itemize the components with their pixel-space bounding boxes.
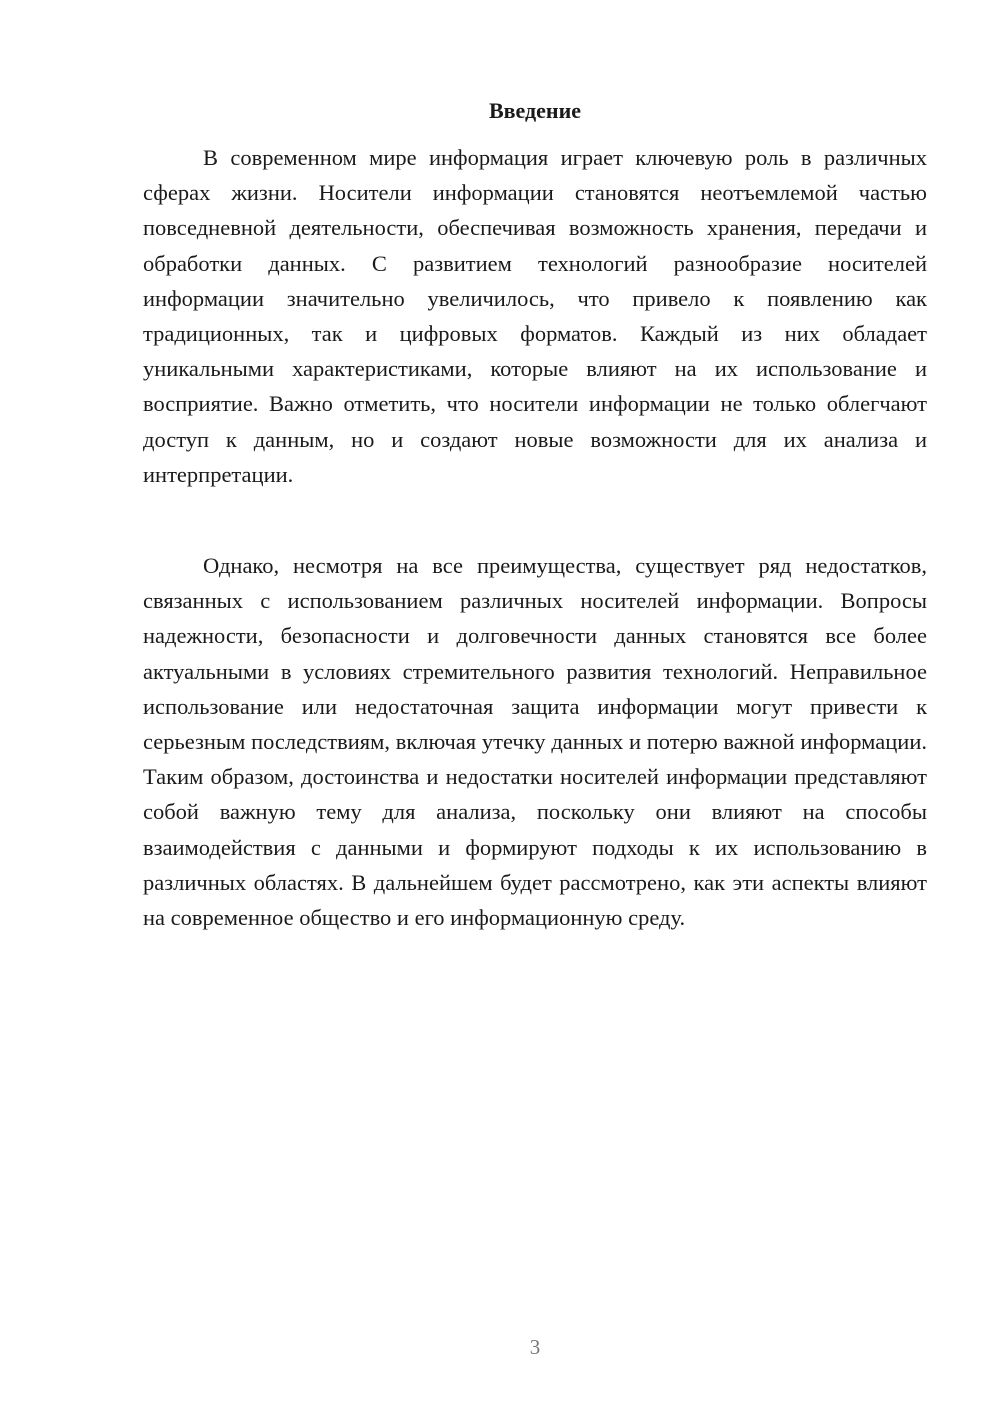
paragraph-intro: В современном мире информация играет ключевую роль в различных сферах жизни. Носители информации становятся неотъемлемой частью повседневной деятельности, обеспечивая возможность хранения, передачи и обработки данных. С развитием технологий разнообразие носителей информации значительно увеличилось, что привело к появлению как традиционных, так и цифровых форматов. Каждый из них обладает уникальными характеристиками, которые влияют на их использование и восприятие. Важно отметить, что носители информации не только облегчают доступ к данным, но и создают новые возможности для их анализа и интерпретации. (143, 145, 927, 487)
paragraph-drawbacks: Однако, несмотря на все преимущества, существует ряд недостатков, связанных с использованием различных носителей информации. Вопросы надежности, безопасности и долговечности данных становятся все более актуальными в условиях стремительного развития технологий. Неправильное использование или недостаточная защита информации могут привести к серьезным последствиям, включая утечку данных и потерю важной информации. Таким образом, достоинства и недостатки носителей информации представляют собой важную тему для анализа, поскольку они влияют на способы взаимодействия с данными и формируют подходы к их использованию в различных областях. В дальнейшем будет рассмотрено, как эти аспекты влияют на современное общество и его информационную среду. (143, 553, 927, 931)
section-heading: Введение (488, 98, 582, 123)
page-number: 3 (529, 1335, 541, 1359)
